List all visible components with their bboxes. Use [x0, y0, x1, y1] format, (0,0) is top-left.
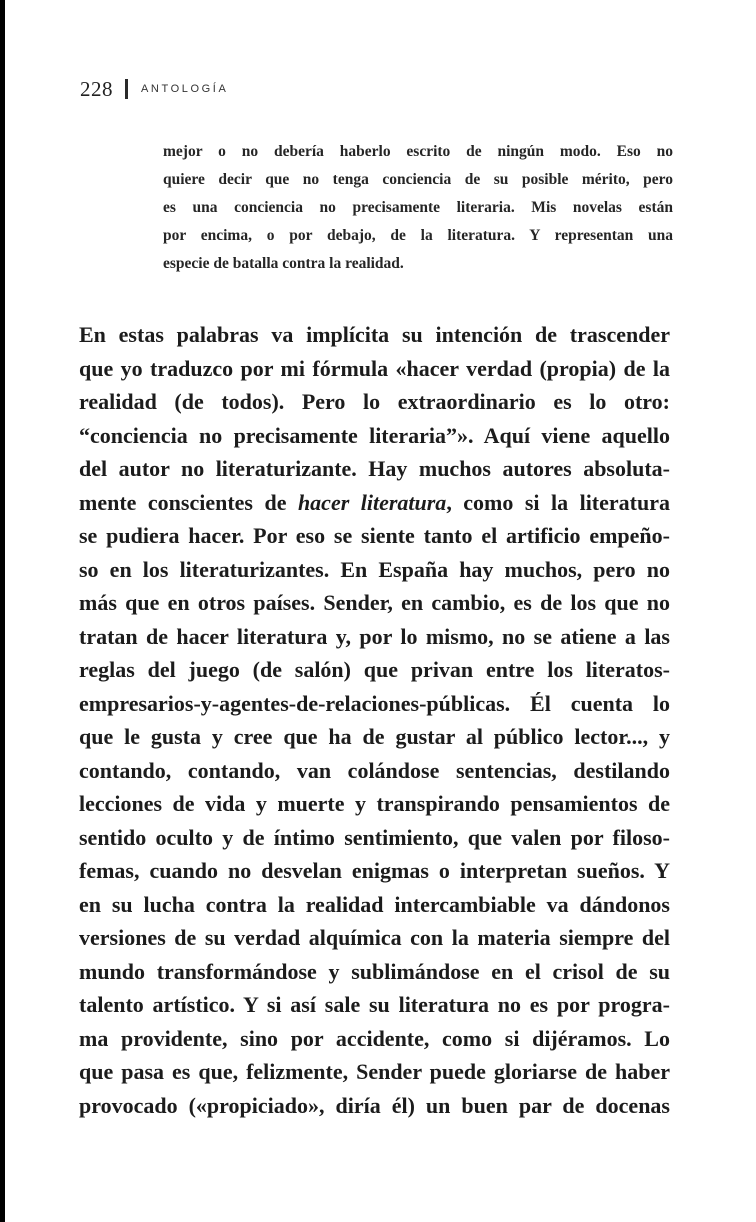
text-line: del autor no literaturizante. Hay muchos autores absoluta-	[79, 456, 670, 481]
quote-line: es una conciencia no precisamente literaria. Mis novelas están	[163, 199, 673, 216]
text-line-with-italic	[79, 486, 670, 520]
body-paragraph	[79, 318, 670, 1122]
text-line: so en los literaturizantes. En España hay muchos, pero no	[79, 556, 670, 582]
text-line: se pudiera hacer. Por eso se siente tanto el artificio empeño-	[79, 523, 670, 548]
text-line: femas, cuando no desvelan enigmas o interpretan sueños. Y	[79, 858, 670, 883]
text-line: en su lucha contra la realidad intercambiable va dándonos	[79, 891, 670, 917]
text-line: reglas del juego (de salón) que privan entre los literatos-	[79, 657, 670, 682]
text-line: que le gusta y cree que ha de gustar al público lector..., y	[79, 724, 670, 749]
text-segment: , como si la literatura	[446, 489, 670, 515]
running-head	[80, 74, 228, 104]
text-line: provocado («propiciado», diría él) un buen par de docenas	[79, 1092, 670, 1118]
block-quote	[163, 138, 673, 278]
text-line: En estas palabras va implícita su intención de trascender	[79, 322, 670, 347]
header-divider	[125, 79, 128, 99]
text-line: contando, contando, van colándose sentencias, destilando	[79, 757, 670, 783]
text-line: que yo traduzco por mi fórmula «hacer verdad (propia) de la	[79, 355, 670, 381]
text-line: versiones de su verdad alquímica con la materia siempre del	[79, 925, 670, 950]
quote-line: especie de batalla contra la realidad.	[163, 255, 404, 272]
text-line: realidad (de todos). Pero lo extraordinario es lo otro:	[79, 389, 670, 414]
text-line: sentido oculto y de íntimo sentimiento, que valen por filoso-	[79, 824, 670, 850]
text-line: ma providente, sino por accidente, como si dijéramos. Lo	[79, 1025, 670, 1051]
quote-line: quiere decir que no tenga conciencia de su posible mérito, pero	[163, 171, 673, 188]
text-line: talento artístico. Y si así sale su literatura no es por progra-	[79, 992, 670, 1017]
text-line: “conciencia no precisamente literaria”». Aquí viene aquello	[79, 422, 670, 448]
section-title: ANTOLOGÍA	[141, 83, 229, 95]
text-line: más que en otros países. Sender, en cambio, es de los que no	[79, 590, 670, 615]
page-left-edge	[0, 0, 5, 1222]
text-line: empresarios-y-agentes-de-relaciones-públicas. Él cuenta lo	[79, 690, 670, 716]
text-line: tratan de hacer literatura y, por lo mismo, no se atiene a las	[79, 623, 670, 649]
text-line: mundo transformándose y sublimándose en el crisol de su	[79, 958, 670, 984]
text-line: lecciones de vida y muerte y transpirando pensamientos de	[79, 791, 670, 816]
page-number: 228	[80, 76, 113, 101]
italic-phrase: hacer literatura	[297, 489, 447, 515]
text-line: que pasa es que, felizmente, Sender puede gloriarse de haber	[79, 1059, 670, 1084]
quote-line: mejor o no debería haberlo escrito de ningún modo. Eso no	[163, 143, 673, 160]
text-segment: mente conscientes de	[79, 489, 298, 515]
quote-line: por encima, o por debajo, de la literatura. Y representan una	[163, 227, 673, 244]
